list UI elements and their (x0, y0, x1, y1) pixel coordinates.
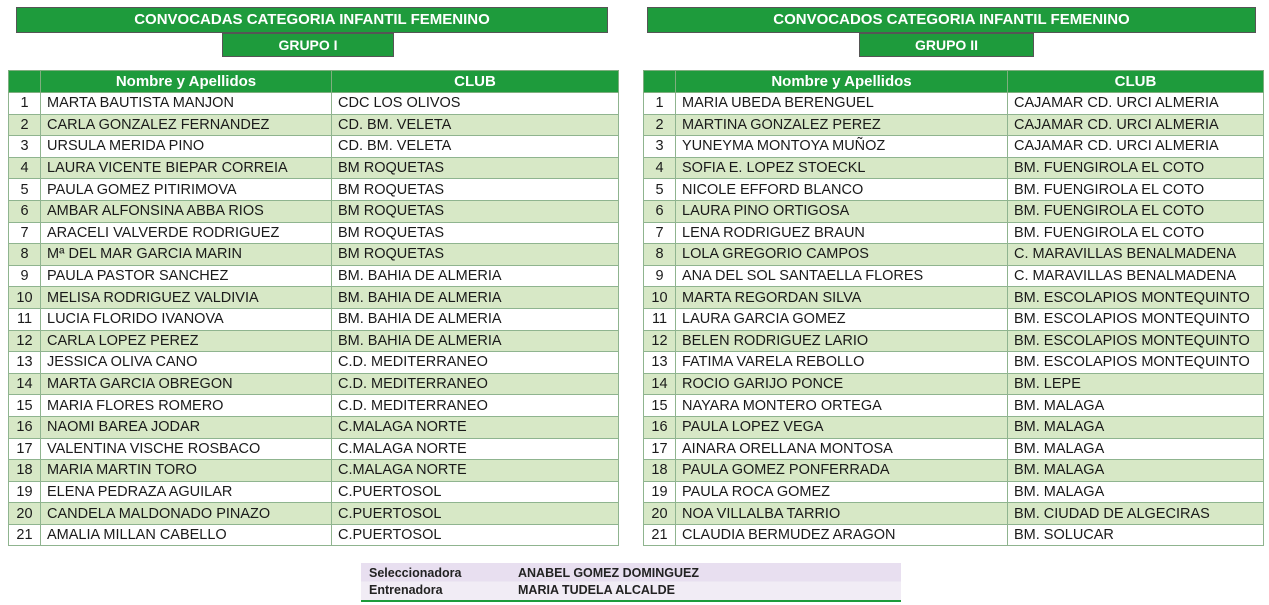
club-name: C.D. MEDITERRANEO (332, 395, 619, 417)
player-name: BELEN RODRIGUEZ LARIO (676, 330, 1008, 352)
group2-title: CONVOCADOS CATEGORIA INFANTIL FEMENINO (647, 7, 1256, 33)
row-number: 4 (9, 157, 41, 179)
player-name: NICOLE EFFORD BLANCO (676, 179, 1008, 201)
row-number: 12 (644, 330, 676, 352)
table-row (644, 330, 1264, 352)
row-number: 1 (9, 93, 41, 115)
club-name: BM. MALAGA (1008, 460, 1264, 482)
player-name: MARIA MARTIN TORO (41, 460, 332, 482)
club-name: BM. FUENGIROLA EL COTO (1008, 222, 1264, 244)
table-row (644, 395, 1264, 417)
table-row (644, 265, 1264, 287)
club-name: BM. FUENGIROLA EL COTO (1008, 179, 1264, 201)
club-name: CAJAMAR CD. URCI ALMERIA (1008, 93, 1264, 115)
row-number: 11 (9, 308, 41, 330)
player-name: AMALIA MILLAN CABELLO (41, 524, 332, 546)
staff-person: ANABEL GOMEZ DOMINGUEZ (518, 566, 700, 580)
row-number: 9 (9, 265, 41, 287)
club-name: C. MARAVILLAS BENALMADENA (1008, 244, 1264, 266)
player-name: CARLA LOPEZ PEREZ (41, 330, 332, 352)
player-name: YUNEYMA MONTOYA MUÑOZ (676, 136, 1008, 158)
player-name: SOFIA E. LOPEZ STOECKL (676, 157, 1008, 179)
club-name: C.D. MEDITERRANEO (332, 373, 619, 395)
club-name: BM. BAHIA DE ALMERIA (332, 287, 619, 309)
player-name: ELENA PEDRAZA AGUILAR (41, 481, 332, 503)
player-name: CARLA GONZALEZ FERNANDEZ (41, 114, 332, 136)
row-number: 17 (644, 438, 676, 460)
row-number: 4 (644, 157, 676, 179)
staff-role: Seleccionadora (369, 566, 462, 580)
player-name: PAULA ROCA GOMEZ (676, 481, 1008, 503)
club-name: BM ROQUETAS (332, 179, 619, 201)
player-name: NOA VILLALBA TARRIO (676, 503, 1008, 525)
row-number: 20 (9, 503, 41, 525)
group1-label: GRUPO I (222, 33, 394, 57)
group1-header-name: Nombre y Apellidos (41, 71, 332, 93)
player-name: LAURA GARCIA GOMEZ (676, 308, 1008, 330)
staff-person: MARIA TUDELA ALCALDE (518, 583, 675, 597)
table-row (9, 373, 619, 395)
club-name: CD. BM. VELETA (332, 114, 619, 136)
table-row (9, 265, 619, 287)
group1-header-row (9, 71, 619, 93)
table-row (644, 308, 1264, 330)
group2-label: GRUPO II (859, 33, 1034, 57)
player-name: MARTINA GONZALEZ PEREZ (676, 114, 1008, 136)
club-name: C.PUERTOSOL (332, 481, 619, 503)
staff-box (361, 563, 901, 602)
club-name: BM ROQUETAS (332, 157, 619, 179)
player-name: CANDELA MALDONADO PINAZO (41, 503, 332, 525)
row-number: 16 (9, 416, 41, 438)
club-name: C.MALAGA NORTE (332, 460, 619, 482)
row-number: 17 (9, 438, 41, 460)
row-number: 19 (644, 481, 676, 503)
club-name: BM ROQUETAS (332, 222, 619, 244)
group2-header-club: CLUB (1008, 71, 1264, 93)
table-row (644, 503, 1264, 525)
club-name: BM. FUENGIROLA EL COTO (1008, 157, 1264, 179)
table-row (9, 460, 619, 482)
club-name: C.MALAGA NORTE (332, 438, 619, 460)
club-name: C.MALAGA NORTE (332, 416, 619, 438)
row-number: 15 (9, 395, 41, 417)
club-name: CDC LOS OLIVOS (332, 93, 619, 115)
table-row (644, 136, 1264, 158)
table-row (9, 200, 619, 222)
table-row (9, 524, 619, 546)
player-name: LUCIA FLORIDO IVANOVA (41, 308, 332, 330)
player-name: JESSICA OLIVA CANO (41, 352, 332, 374)
row-number: 18 (9, 460, 41, 482)
player-name: Mª DEL MAR GARCIA MARIN (41, 244, 332, 266)
table-row (9, 438, 619, 460)
row-number: 20 (644, 503, 676, 525)
club-name: BM. LEPE (1008, 373, 1264, 395)
player-name: MARTA BAUTISTA MANJON (41, 93, 332, 115)
club-name: BM. MALAGA (1008, 416, 1264, 438)
table-row (644, 460, 1264, 482)
table-row (644, 244, 1264, 266)
player-name: MARIA FLORES ROMERO (41, 395, 332, 417)
player-name: PAULA GOMEZ PONFERRADA (676, 460, 1008, 482)
club-name: BM. MALAGA (1008, 481, 1264, 503)
club-name: BM. ESCOLAPIOS MONTEQUINTO (1008, 330, 1264, 352)
table-row (644, 438, 1264, 460)
group1-header-club: CLUB (332, 71, 619, 93)
table-row (9, 287, 619, 309)
row-number: 1 (644, 93, 676, 115)
club-name: BM. ESCOLAPIOS MONTEQUINTO (1008, 308, 1264, 330)
row-number: 6 (9, 200, 41, 222)
row-number: 19 (9, 481, 41, 503)
player-name: MARIA UBEDA BERENGUEL (676, 93, 1008, 115)
club-name: BM ROQUETAS (332, 200, 619, 222)
row-number: 16 (644, 416, 676, 438)
player-name: NAYARA MONTERO ORTEGA (676, 395, 1008, 417)
club-name: BM. ESCOLAPIOS MONTEQUINTO (1008, 287, 1264, 309)
row-number: 18 (644, 460, 676, 482)
player-name: ROCIO GARIJO PONCE (676, 373, 1008, 395)
club-name: C.PUERTOSOL (332, 503, 619, 525)
player-name: CLAUDIA BERMUDEZ ARAGON (676, 524, 1008, 546)
table-row (9, 157, 619, 179)
table-row (9, 352, 619, 374)
player-name: LOLA GREGORIO CAMPOS (676, 244, 1008, 266)
player-name: FATIMA VARELA REBOLLO (676, 352, 1008, 374)
player-name: VALENTINA VISCHE ROSBACO (41, 438, 332, 460)
row-number: 15 (644, 395, 676, 417)
row-number: 14 (644, 373, 676, 395)
row-number: 21 (9, 524, 41, 546)
club-name: CAJAMAR CD. URCI ALMERIA (1008, 114, 1264, 136)
row-number: 8 (9, 244, 41, 266)
row-number: 9 (644, 265, 676, 287)
group1-header-num (9, 71, 41, 93)
table-row (644, 524, 1264, 546)
club-name: CD. BM. VELETA (332, 136, 619, 158)
row-number: 6 (644, 200, 676, 222)
row-number: 12 (9, 330, 41, 352)
table-row (9, 222, 619, 244)
player-name: NAOMI BAREA JODAR (41, 416, 332, 438)
table-row (9, 416, 619, 438)
row-number: 10 (644, 287, 676, 309)
player-name: PAULA LOPEZ VEGA (676, 416, 1008, 438)
player-name: AMBAR ALFONSINA ABBA RIOS (41, 200, 332, 222)
player-name: LAURA VICENTE BIEPAR CORREIA (41, 157, 332, 179)
club-name: C.PUERTOSOL (332, 524, 619, 546)
table-row (644, 157, 1264, 179)
club-name: BM. ESCOLAPIOS MONTEQUINTO (1008, 352, 1264, 374)
table-row (9, 244, 619, 266)
group2-roster-table (643, 70, 1264, 546)
table-row (644, 352, 1264, 374)
row-number: 21 (644, 524, 676, 546)
row-number: 2 (9, 114, 41, 136)
group2-header-name: Nombre y Apellidos (676, 71, 1008, 93)
player-name: LENA RODRIGUEZ BRAUN (676, 222, 1008, 244)
table-row (644, 222, 1264, 244)
row-number: 5 (9, 179, 41, 201)
club-name: BM. MALAGA (1008, 438, 1264, 460)
table-row (9, 179, 619, 201)
player-name: URSULA MERIDA PINO (41, 136, 332, 158)
table-row (644, 114, 1264, 136)
player-name: MELISA RODRIGUEZ VALDIVIA (41, 287, 332, 309)
row-number: 3 (9, 136, 41, 158)
player-name: PAULA PASTOR SANCHEZ (41, 265, 332, 287)
row-number: 7 (9, 222, 41, 244)
row-number: 11 (644, 308, 676, 330)
club-name: BM. MALAGA (1008, 395, 1264, 417)
table-row (644, 287, 1264, 309)
group1-roster-table (8, 70, 619, 546)
group2-rows (644, 93, 1264, 546)
club-name: BM. BAHIA DE ALMERIA (332, 330, 619, 352)
group2-header-row (644, 71, 1264, 93)
table-row (644, 416, 1264, 438)
row-number: 13 (644, 352, 676, 374)
row-number: 13 (9, 352, 41, 374)
row-number: 8 (644, 244, 676, 266)
row-number: 5 (644, 179, 676, 201)
table-row (644, 200, 1264, 222)
table-row (9, 308, 619, 330)
club-name: C. MARAVILLAS BENALMADENA (1008, 265, 1264, 287)
player-name: MARTA REGORDAN SILVA (676, 287, 1008, 309)
row-number: 7 (644, 222, 676, 244)
player-name: ARACELI VALVERDE RODRIGUEZ (41, 222, 332, 244)
table-row (9, 93, 619, 115)
table-row (9, 114, 619, 136)
row-number: 2 (644, 114, 676, 136)
club-name: CAJAMAR CD. URCI ALMERIA (1008, 136, 1264, 158)
table-row (644, 179, 1264, 201)
row-number: 10 (9, 287, 41, 309)
table-row (9, 481, 619, 503)
club-name: BM. BAHIA DE ALMERIA (332, 265, 619, 287)
club-name: BM. FUENGIROLA EL COTO (1008, 200, 1264, 222)
table-row (9, 395, 619, 417)
player-name: LAURA PINO ORTIGOSA (676, 200, 1008, 222)
group2-header-num (644, 71, 676, 93)
club-name: BM. SOLUCAR (1008, 524, 1264, 546)
table-row (9, 330, 619, 352)
row-number: 3 (644, 136, 676, 158)
table-row (644, 481, 1264, 503)
staff-role: Entrenadora (369, 583, 443, 597)
table-row (644, 93, 1264, 115)
table-row (9, 503, 619, 525)
club-name: BM ROQUETAS (332, 244, 619, 266)
club-name: BM. CIUDAD DE ALGECIRAS (1008, 503, 1264, 525)
player-name: MARTA GARCIA OBREGON (41, 373, 332, 395)
player-name: AINARA ORELLANA MONTOSA (676, 438, 1008, 460)
table-row (644, 373, 1264, 395)
club-name: BM. BAHIA DE ALMERIA (332, 308, 619, 330)
group1-rows (9, 93, 619, 546)
table-row (9, 136, 619, 158)
club-name: C.D. MEDITERRANEO (332, 352, 619, 374)
row-number: 14 (9, 373, 41, 395)
player-name: PAULA GOMEZ PITIRIMOVA (41, 179, 332, 201)
player-name: ANA DEL SOL SANTAELLA FLORES (676, 265, 1008, 287)
group1-title: CONVOCADAS CATEGORIA INFANTIL FEMENINO (16, 7, 608, 33)
